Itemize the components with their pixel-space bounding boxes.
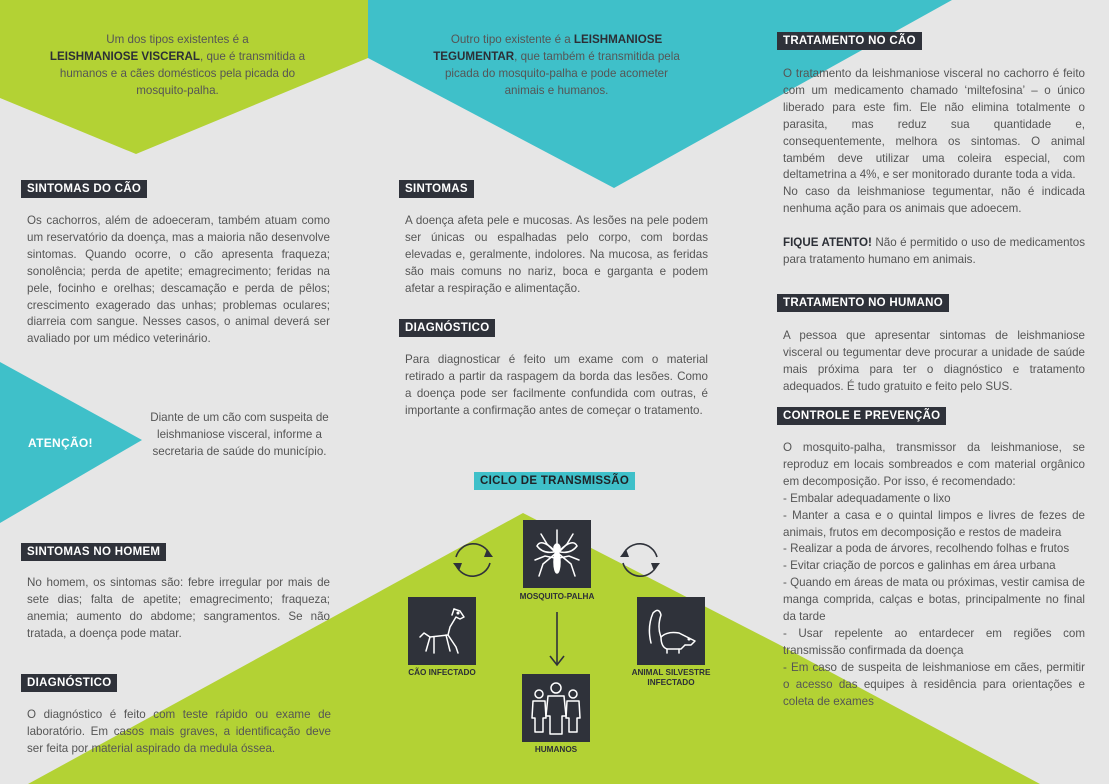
sintomas-cao-heading: SINTOMAS DO CÃO (21, 180, 147, 198)
controle-item: - Manter a casa e o quintal limpos e livres de fezes de animais, frutos em decomposição e restos de madeira (783, 508, 1085, 539)
tratamento-cao-p2: No caso da leishmaniose tegumentar, não é indicada nenhuma ação para os animais que adoecem. (783, 185, 1085, 216)
sintomas-cao-text: Os cachorros, além de adoeceram, também atuam como um reservatório da doença, mas a maioria não desenvolve sintomas. Quando ocorre, o cão apresenta fraqueza; sonolência; perda de apetite; emagrecimento; feridas na pele, focinho e orelhas; descamação e perda de pêlos; crescimento exagerado das unhas; problemas oculares; diarreia com sangue. Nesses casos, o animal deverá ser avaliado por um médico veterinário. (27, 214, 330, 346)
diagnostico-visceral-text: O diagnóstico é feito com teste rápido ou exame de laboratório. Em casos mais graves, a identificação deve ser feita por material aspirado da medula óssea. (27, 708, 331, 755)
controle-heading: CONTROLE E PREVENÇÃO (777, 407, 946, 425)
tratamento-cao-text (783, 66, 1085, 269)
intro-visceral-post: , que é transmitida a humanos e a cães domésticos pela picada do mosquito-palha. (59, 50, 306, 97)
fique-atento-bold: FIQUE ATENTO! (783, 236, 872, 250)
diagnostico-tegumentar-heading: DIAGNÓSTICO (399, 319, 495, 337)
intro-visceral (40, 31, 315, 99)
dog-box (408, 597, 476, 665)
humanos-box (522, 674, 590, 742)
intro-tegumentar-post: , que também é transmitida pela picada do mosquito-palha e pode acometer animais e humanos. (444, 50, 680, 97)
intro-visceral-pre: Um dos tipos existentes é a (106, 33, 249, 46)
dog-icon (408, 597, 476, 665)
sintomas-tegumentar-text: A doença afeta pele e mucosas. As lesões na pele podem ser únicas ou espalhadas pelo corpo, com bordas elevadas e, geralmente, indolores. Na mucosa, as feridas são mais comuns no nariz, boca e garganta e podem afetar a respiração e alimentação. (405, 214, 708, 295)
controle-item: - Quando em áreas de mata ou próximas, vestir camisa de manga comprida, calças e botas, principalmente no final da tarde (783, 576, 1085, 624)
atencao-label: ATENÇÃO! (28, 436, 93, 450)
controle-text (783, 440, 1085, 711)
diagnostico-visceral-heading: DIAGNÓSTICO (21, 674, 117, 692)
controle-item: - Embalar adequadamente o lixo (783, 491, 951, 505)
down-arrow-icon (548, 612, 566, 668)
animal-label: ANIMAL SILVESTRE INFECTADO (631, 668, 711, 687)
intro-tegumentar (429, 31, 684, 99)
controle-item: - Usar repelente ao entardecer em regiões com transmissão confirmada da doença (783, 626, 1085, 657)
fique-atento (783, 235, 1085, 269)
tratamento-humano-text: A pessoa que apresentar sintomas de leishmaniose visceral ou tegumentar deve procurar a unidade de saúde mais próxima para ter o diagnóstico e tratamento adequados. É tudo gratuito e feito pelo SUS. (783, 329, 1085, 393)
sintomas-homem-text: No homem, os sintomas são: febre irregular por mais de sete dias; falta de apetite; emagrecimento; fraqueza; anemia; aumento do abdome; sangramentos. Se não tratada, a doença pode matar. (27, 576, 330, 640)
cycle-arrows-right-icon (615, 535, 665, 585)
mosquito-icon (523, 520, 591, 588)
cycle-arrows-left-icon (448, 535, 498, 585)
diagnostico-tegumentar-text: Para diagnosticar é feito um exame com o material retirado a partir da raspagem da borda das lesões. Como a doença pode ser facilmente confundida com outras, é importante a confirmação antes de começar o tratamento. (405, 353, 708, 417)
intro-visceral-bold: LEISHMANIOSE VISCERAL (49, 50, 201, 63)
intro-tegumentar-pre: Outro tipo existente é a (450, 33, 574, 46)
animal-box (637, 597, 705, 665)
controle-intro: O mosquito-palha, transmissor da leishmaniose, se reproduz em locais sombreados e com material orgânico em decomposição. Por isso, é recomendado: (783, 441, 1085, 488)
sintomas-homem-heading: SINTOMAS NO HOMEM (21, 543, 166, 561)
atencao-text: Diante de um cão com suspeita de leishmaniose visceral, informe a secretaria de saúde do município. (150, 411, 329, 458)
humanos-label: HUMANOS (534, 745, 578, 754)
sintomas-tegumentar-heading: SINTOMAS (399, 180, 474, 198)
mosquito-box (523, 520, 591, 588)
tratamento-humano-heading: TRATAMENTO NO HUMANO (777, 294, 949, 312)
tratamento-cao-p1: O tratamento da leishmaniose visceral no cachorro é feito com um medicamento chamado ‘miltefosina’ – o único liberado para este fim. Ele não elimina totalmente o parasita, mas reduz sua quantidade e, consequentemente, melhora os sintomas. O animal também deve utilizar uma coleira especial, com deltametrina a 4%, e ser monitorado durante toda a vida. (783, 67, 1085, 182)
intro-tegumentar-bold: LEISHMANIOSE TEGUMENTAR (433, 33, 663, 63)
controle-item: - Em caso de suspeita de leishmaniose em cães, permitir o acesso das equipes à residência para orientações e coleta de exames (783, 660, 1085, 708)
ciclo-heading: CICLO DE TRANSMISSÃO (474, 472, 635, 490)
mosquito-label: MOSQUITO-PALHA (519, 592, 595, 601)
controle-item: - Evitar criação de porcos e galinhas em área urbana (783, 559, 1056, 573)
controle-item: - Realizar a poda de árvores, recolhendo folhas e frutos (783, 542, 1070, 556)
tratamento-cao-heading: TRATAMENTO NO CÃO (777, 32, 922, 50)
skunk-icon (637, 597, 705, 665)
people-icon (522, 674, 590, 742)
cao-label: CÃO INFECTADO (408, 668, 476, 677)
fique-atento-text: Não é permitido o uso de medicamentos para tratamento humano em animais. (783, 236, 1085, 267)
